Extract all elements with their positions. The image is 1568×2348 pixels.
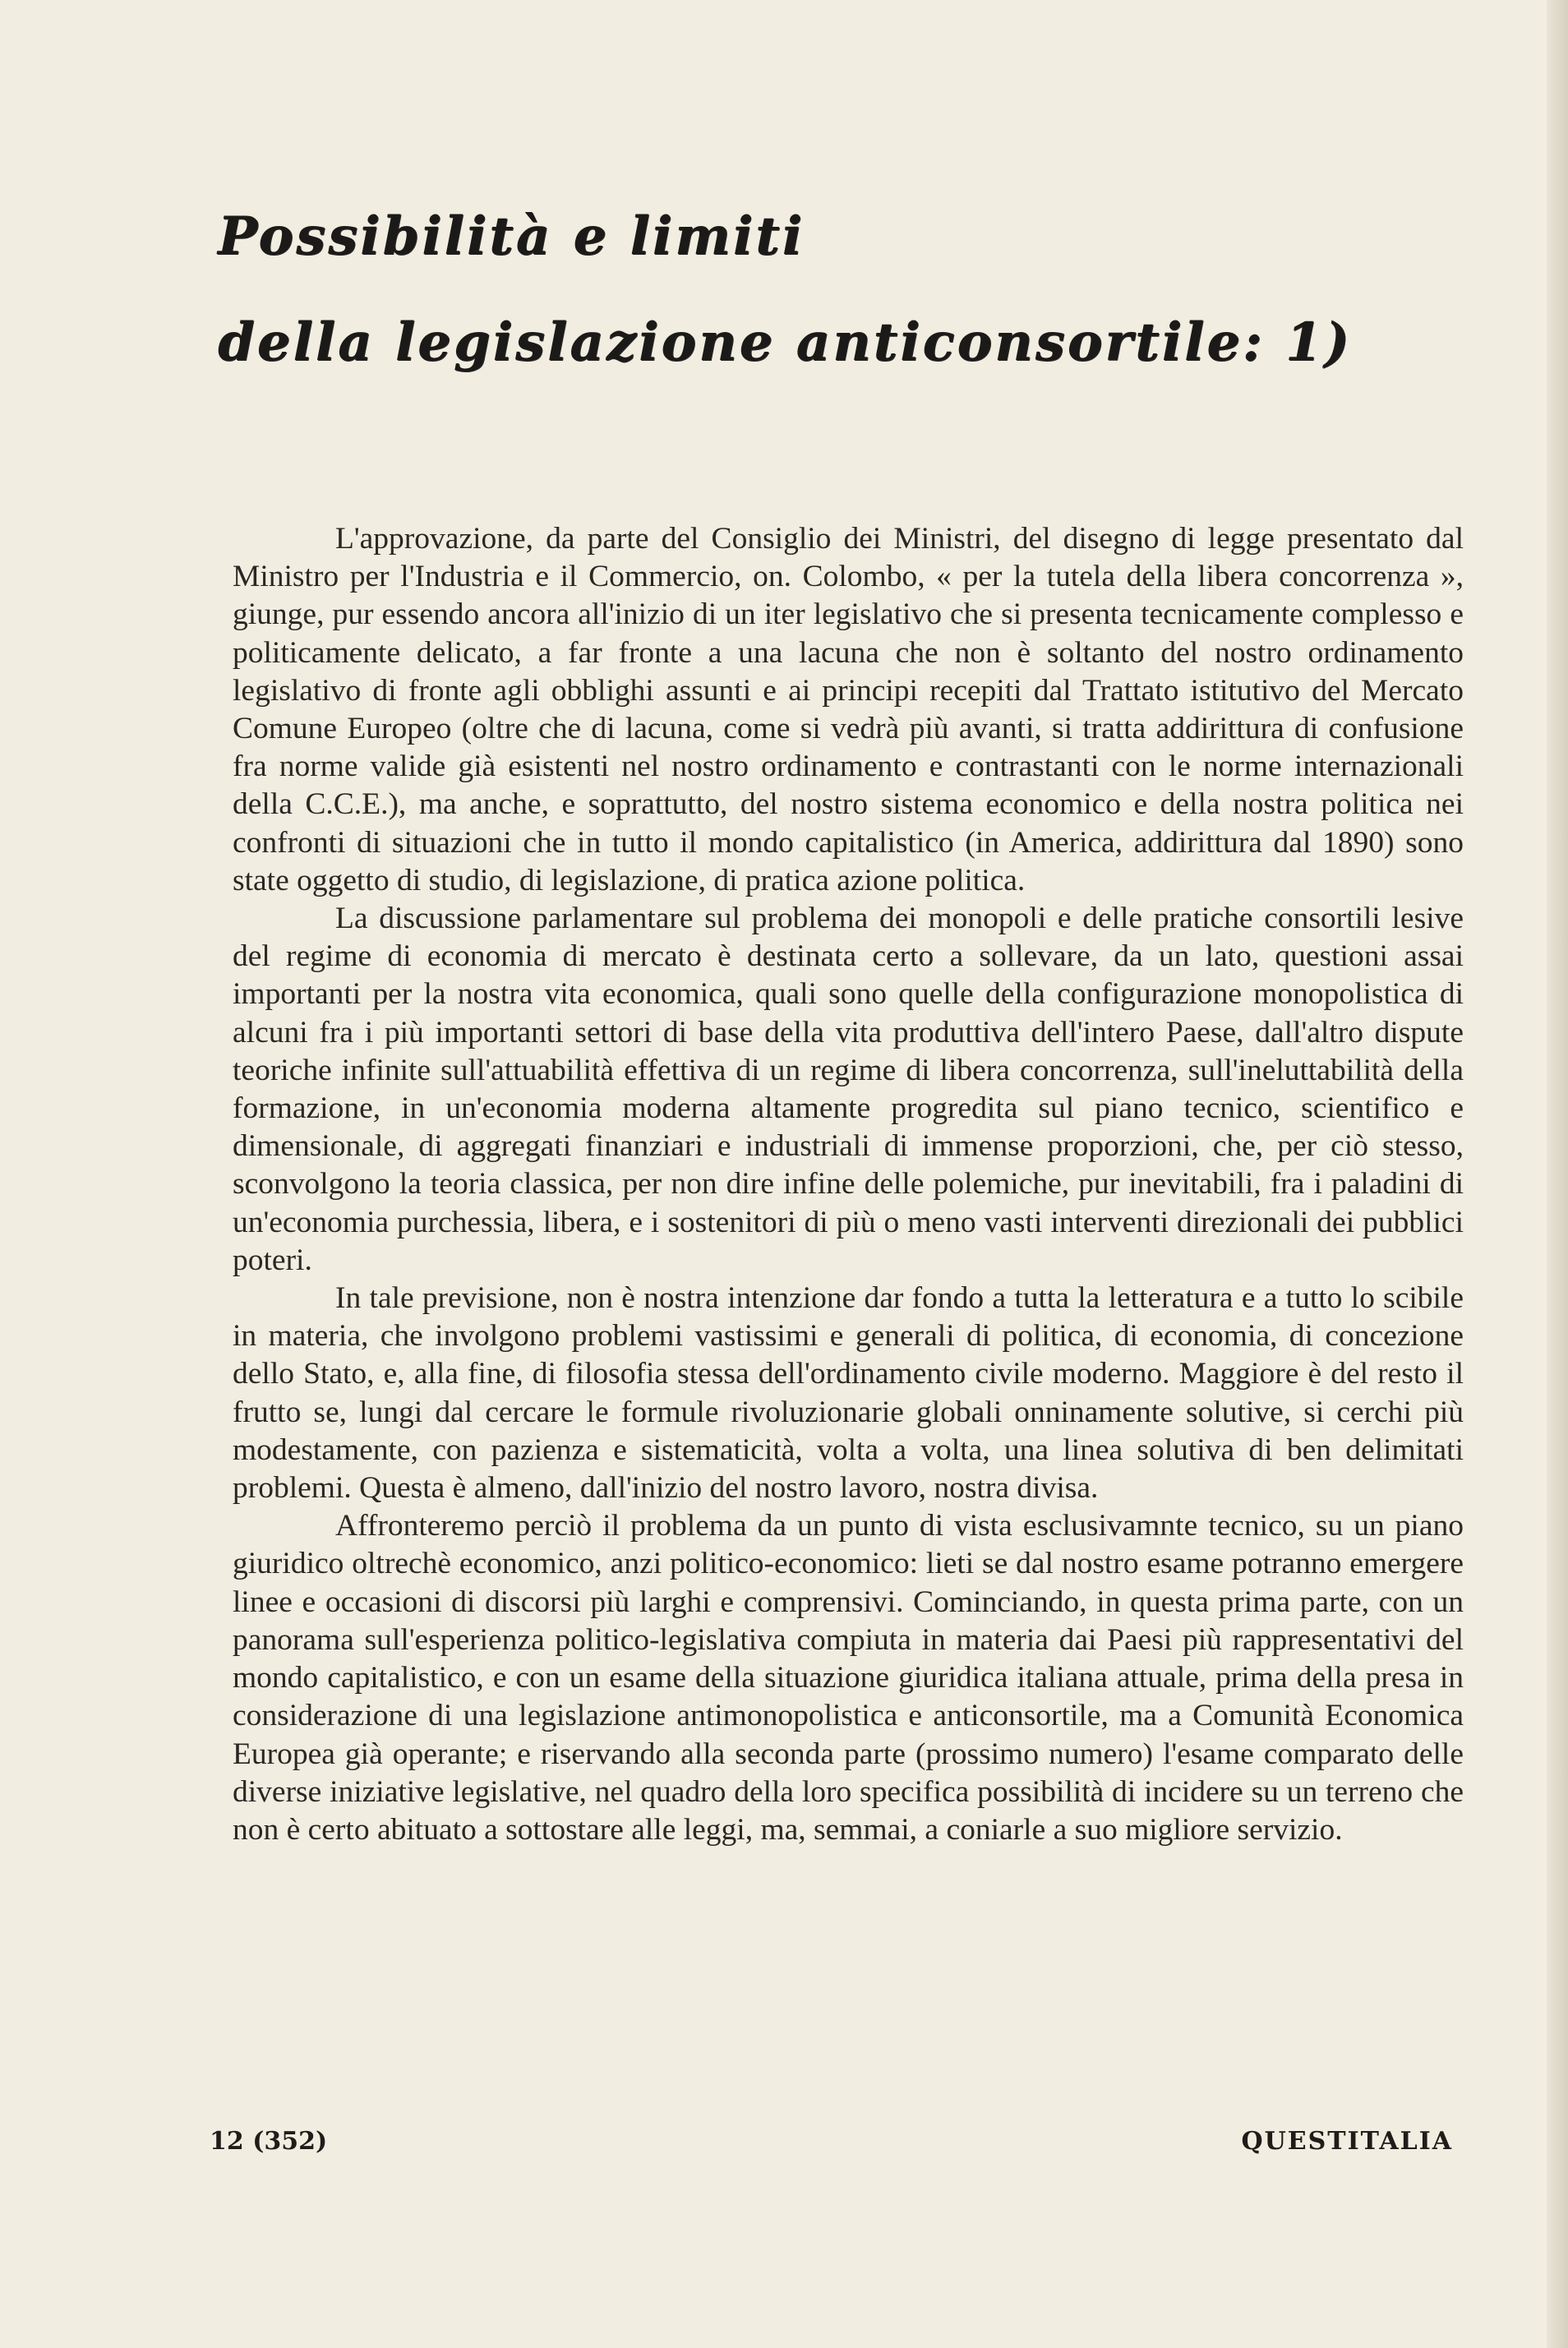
title-line-1: Possibilità e limiti — [218, 205, 805, 267]
page-number: 12 (352) — [210, 2127, 328, 2156]
paragraph: Affronteremo perciò il problema da un punto di vista esclusivamnte tecnico, su un piano giuridico oltrechè economico, anzi politico-economico: lieti se dal nostro esame potranno emergere linee e occasioni di discorsi più larghi e comprensivi. Cominciando, in questa prima parte, con un panorama sull'esperienza politico-legislativa compiuta in materia dai Paesi più rappresentativi del mondo capitalistico, e con un esame della situazione giuridica italiana attuale, prima della presa in considerazione di una legislazione antimonopolistica e anticonsortile, ma a Comunità Economica Europea già operante; e riservando alla seconda parte (prossimo numero) l'esame comparato delle diverse iniziative legislative, nel quadro della loro specifica possibilità di incidere su un terreno che non è certo abituato a sottostare alle leggi, ma, semmai, a coniarle a suo migliore servizio. — [233, 1509, 1464, 1847]
article-title — [218, 205, 1450, 373]
paragraph: L'approvazione, da parte del Consiglio dei Ministri, del disegno di legge presentato dal Ministro per l'Industria e il Commercio, on. Colombo, « per la tutela della libera concorrenza », giunge, pur essendo ancora all'inizio di un iter legislativo che si presenta tecnicamente complesso e politicamente delicato, a far fronte a una lacuna che non è soltanto del nostro ordinamento legislativo di fronte agli obblighi assunti e ai principi recepiti dal Trattato istitutivo del Mercato Comune Europeo (oltre che di lacuna, come si vedrà più avanti, si tratta addirittura di confusione fra norme valide già esistenti nel nostro ordinamento e contrastanti con le norme internazionali della C.C.E.), ma anche, e soprattutto, del nostro sistema economico e della nostra politica nei confronti di situazioni che in tutto il mondo capitalistico (in America, addirittura dal 1890) sono state oggetto di studio, di legislazione, di pratica azione politica. — [233, 522, 1464, 897]
article-body — [233, 520, 1464, 1849]
page-spine-shadow — [1547, 0, 1568, 2348]
page-footer — [210, 2127, 1453, 2156]
title-line-2: della legislazione anticonsortile: 1) — [218, 311, 1352, 373]
paragraph: La discussione parlamentare sul problema dei monopoli e delle pratiche consortili lesive del regime di economia di mercato è destinata certo a sollevare, da un lato, questioni assai importanti per la nostra vita economica, quali sono quelle della configurazione monopolistica di alcuni fra i più importanti settori di base della vita produttiva dell'intero Paese, dall'altro dispute teoriche infinite sull'attuabilità effettiva di un regime di libera concorrenza, sull'ineluttabilità della formazione, in un'economia moderna altamente progredita sul piano tecnico, scientifico e dimensionale, di aggregati finanziari e industriali di immense proporzioni, che, per ciò stesso, sconvolgono la teoria classica, per non dire infine delle polemiche, pur inevitabili, fra i paladini di un'economia purchessia, libera, e i sostenitori di più o meno vasti interventi direzionali dei pubblici poteri. — [233, 902, 1464, 1277]
paragraph: In tale previsione, non è nostra intenzione dar fondo a tutta la letteratura e a tutto lo scibile in materia, che involgono problemi vastissimi e generali di politica, di economia, di concezione dello Stato, e, alla fine, di filosofia stessa dell'ordinamento civile moderno. Maggiore è del resto il frutto se, lungi dal cercare le formule rivoluzionarie globali onninamente solutive, si cerchi più modestamente, con pazienza e sistematicità, volta a volta, una linea solutiva di ben delimitati problemi. Questa è almeno, dall'inizio del nostro lavoro, nostra divisa. — [233, 1281, 1464, 1506]
magazine-name: QUESTITALIA — [1241, 2127, 1453, 2156]
